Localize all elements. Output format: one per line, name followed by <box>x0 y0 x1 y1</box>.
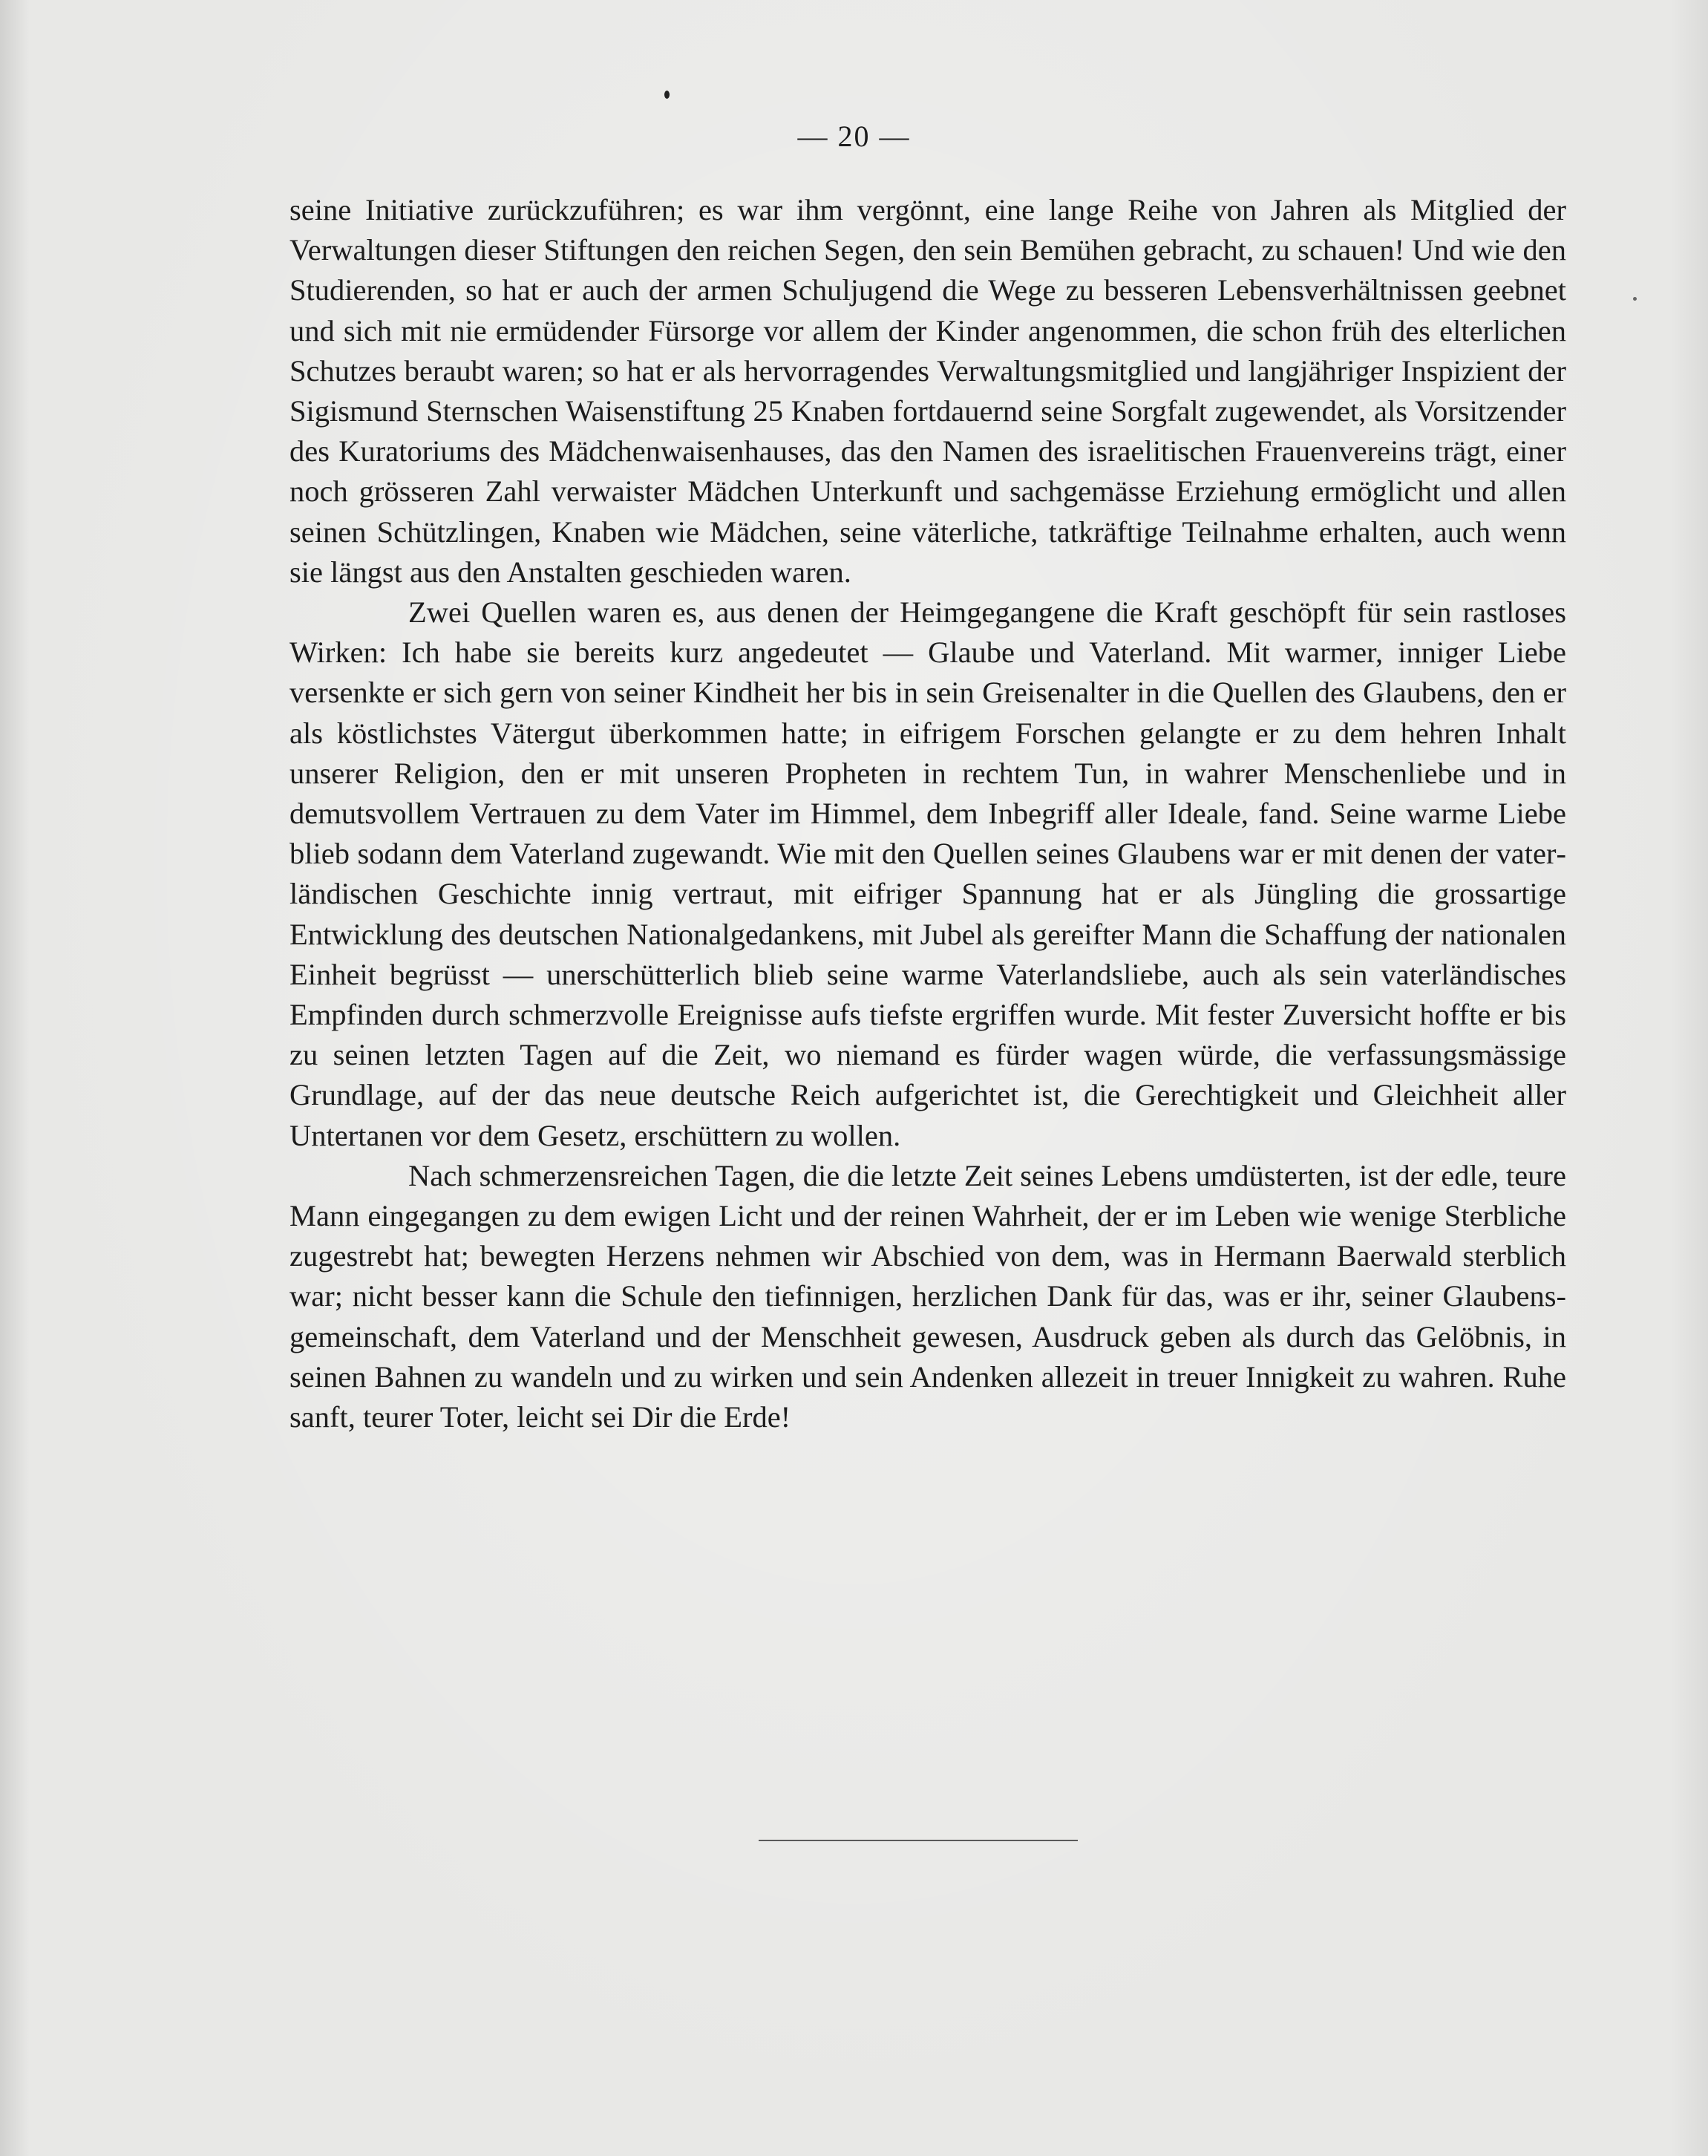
paragraph-2: Zwei Quellen waren es, aus denen der Heimgegangene die Kraft geschöpft für sein rastloses Wirken: Ich habe sie bereits kurz angedeutet — Glaube und Vaterland. Mit warmer, inniger Liebe versenkte er sich gern von seiner Kindheit her bis in sein Greisenalter in die Quellen des Glaubens, den er als köstlichstes Vätergut überkommen hatte; in eifrigem Forschen gelangte er zu dem hehren Inhalt unserer Religion, den er mit unseren Propheten in rechtem Tun, in wahrer Menschenliebe und in demutsvollem Vertrauen zu dem Vater im Himmel, dem Inbegriff aller Ideale, fand. Seine warme Liebe blieb sodann dem Vaterland zugewandt. Wie mit den Quellen seines Glaubens war er mit denen der vaterländischen Geschichte innig vertraut, mit eifriger Spannung hat er als Jüngling die grossartige Entwicklung des deutschen Nationalgedankens, mit Jubel als gereifter Mann die Schaffung der nationalen Einheit begrüsst — unerschütterlich blieb seine warme Vaterlandsliebe, auch als sein vaterländisches Empfinden durch schmerzvolle Ereignisse aufs tiefste ergriffen wurde. Mit fester Zuversicht hoffte er bis zu seinen letzten Tagen auf die Zeit, wo niemand es fürder wagen würde, die verfassungsmässige Grundlage, auf der das neue deutsche Reich aufgerichtet ist, die Gerechtigkeit und Gleichheit aller Untertanen vor dem Gesetz, erschüttern zu wollen. <box>289 595 1566 1152</box>
paragraph-1: seine Initiative zurückzuführen; es war ihm vergönnt, eine lange Reihe von Jahren als Mitglied der Verwaltungen dieser Stiftungen den reichen Segen, den sein Bemühen gebracht, zu schauen! Und wie den Studierenden, so hat er auch der armen Schuljugend die Wege zu besseren Lebensverhältnissen geebnet und sich mit nie ermüdender Fürsorge vor allem der Kinder angenommen, die schon früh des elterlichen Schutzes beraubt waren; so hat er als hervorragendes Verwaltungsmitglied und langjähriger Inspizient der Sigismund Sternschen Waisenstiftung 25 Knaben fortdauernd seine Sorgfalt zugewendet, als Vorsitzender des Kuratoriums des Mädchenwaisenhauses, das den Namen des israelitischen Frauenvereins trägt, einer noch grösseren Zahl verwaister Mädchen Unterkunft und sachgemässe Erziehung ermöglicht und allen seinen Schützlingen, Knaben wie Mädchen, seine väterliche, tatkräftige Teilnahme erhalten, auch wenn sie längst aus den Anstalten geschieden waren. <box>289 193 1566 589</box>
paragraph-3: Nach schmerzensreichen Tagen, die die letzte Zeit seines Lebens umdüsterten, ist der edle, teure Mann eingegangen zu dem ewigen Licht und der reinen Wahrheit, der er im Leben wie wenige Sterbliche zugestrebt hat; bewegten Herzens nehmen wir Abschied von dem, was in Hermann Baerwald sterblich war; nicht besser kann die Schule den tiefinnigen, herzlichen Dank für das, was er ihr, seiner Glaubensgemeinschaft, dem Vaterland und der Menschheit gewesen, Ausdruck geben als durch das Gelöbnis, in seinen Bahnen zu wandeln und zu wirken und sein Andenken allezeit in treuer Innigkeit zu wahren. Ruhe sanft, teurer Toter, leicht sei Dir die Erde! <box>289 1158 1566 1434</box>
body-text <box>289 190 1566 1437</box>
ink-speck <box>1633 297 1637 301</box>
page-number: — 20 — <box>797 120 911 153</box>
ink-speck <box>664 91 670 99</box>
closing-rule <box>759 1840 1078 1841</box>
